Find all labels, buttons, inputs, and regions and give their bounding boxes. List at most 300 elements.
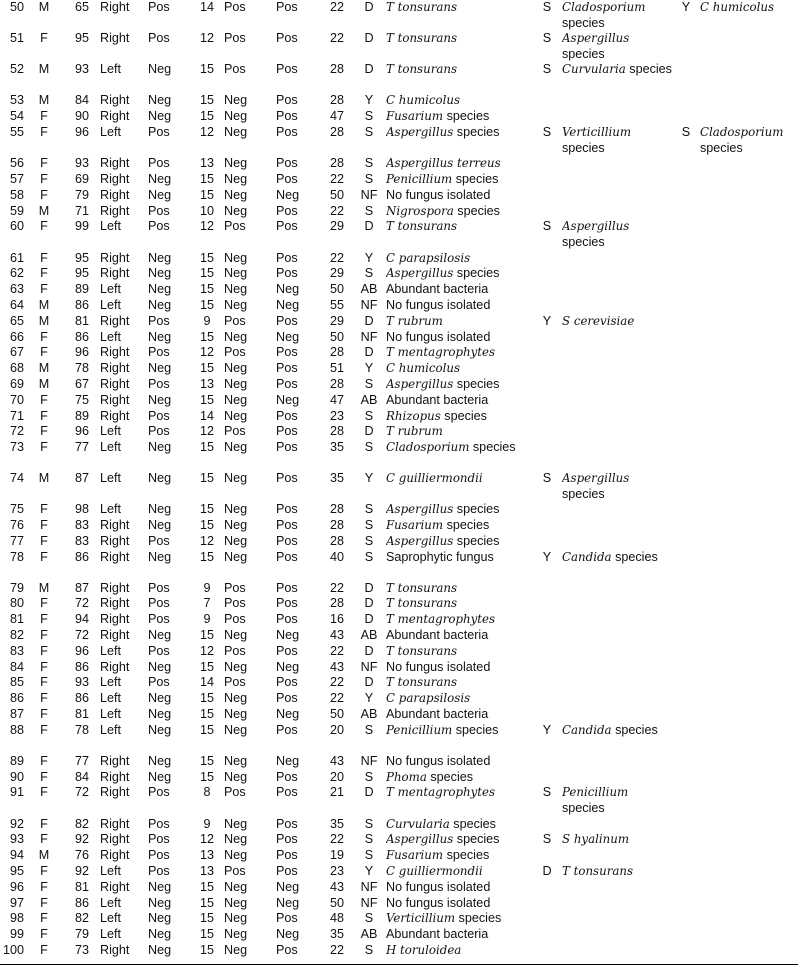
- cell-score: 15: [199, 911, 214, 926]
- cell-stain-result: Pos: [276, 440, 298, 455]
- cell-group-2: S: [542, 785, 552, 800]
- table-row: [0, 266, 798, 282]
- cell-sex: F: [40, 440, 48, 455]
- cell-organism-1: [386, 62, 532, 93]
- cell-group-2: [532, 377, 562, 393]
- cell-organism-2: [562, 770, 672, 786]
- cell-side: Right: [100, 361, 130, 376]
- cell-stain-result: Pos: [276, 424, 298, 439]
- cell-group-3: [672, 188, 700, 204]
- cell-value: 22: [329, 643, 344, 658]
- cell-side: Right: [100, 832, 130, 847]
- cell-organism-2: [562, 345, 672, 361]
- cell-age: 72: [74, 785, 89, 800]
- cell-sex: F: [40, 628, 48, 643]
- cell-side: Left: [100, 643, 122, 658]
- cell-organism-2: [562, 424, 672, 440]
- cell-culture-result: Neg: [224, 659, 248, 674]
- cell-culture-result: Pos: [224, 219, 246, 234]
- cell-score: 15: [199, 361, 214, 376]
- cell-side: Left: [100, 282, 122, 297]
- cell-stain-result: Pos: [276, 408, 298, 423]
- cell-sex: M: [38, 203, 50, 218]
- cell-group-3: [672, 93, 700, 109]
- cell-sex: F: [40, 549, 48, 564]
- cell-group-3: [672, 707, 700, 723]
- cell-side: Right: [100, 659, 130, 674]
- cell-side: Left: [100, 502, 122, 517]
- cell-organism-1: [386, 156, 532, 172]
- cell-organism-2: [562, 409, 672, 425]
- cell-koh-result: Pos: [148, 203, 170, 218]
- cell-group-3: [672, 62, 700, 93]
- cell-koh-result: Neg: [148, 109, 172, 124]
- organism-text: species: [700, 140, 743, 155]
- cell-case-number: 72: [9, 424, 24, 439]
- organism-name: C guilliermondii: [386, 471, 483, 486]
- cell-group-2: [532, 282, 562, 298]
- cell-score: 9: [203, 612, 211, 627]
- cell-stain-result: Pos: [276, 156, 298, 171]
- organism-text: species: [443, 518, 490, 533]
- table-row: [0, 204, 798, 220]
- cell-case-number: 91: [9, 785, 24, 800]
- cell-sex: F: [40, 124, 48, 139]
- cell-side: Right: [100, 753, 130, 768]
- cell-age: 92: [74, 864, 89, 879]
- cell-side: Right: [100, 785, 130, 800]
- table-row: [0, 156, 798, 172]
- cell-organism-3: [700, 393, 798, 409]
- cell-culture-result: Neg: [224, 187, 248, 202]
- cell-score: 15: [199, 927, 214, 942]
- cell-organism-2: [562, 660, 672, 676]
- cell-case-number: 81: [9, 612, 24, 627]
- cell-score: 15: [199, 392, 214, 407]
- cell-organism-3: [700, 330, 798, 346]
- cell-group-2: [532, 409, 562, 425]
- cell-age: 84: [74, 769, 89, 784]
- cell-group-1: D: [364, 219, 374, 234]
- cell-group-3: [672, 550, 700, 581]
- cell-group-1: NF: [360, 187, 378, 202]
- cell-score: 12: [199, 31, 214, 46]
- table-row: [0, 848, 798, 864]
- cell-sex: M: [38, 297, 50, 312]
- cell-organism-1: [386, 675, 532, 691]
- cell-group-2: [532, 534, 562, 550]
- cell-case-number: 84: [9, 659, 24, 674]
- cell-koh-result: Pos: [148, 408, 170, 423]
- cell-stain-result: Neg: [276, 895, 300, 910]
- table-row: [0, 188, 798, 204]
- cell-age: 82: [74, 911, 89, 926]
- cell-group-1: S: [364, 722, 374, 737]
- cell-sex: F: [40, 502, 48, 517]
- organism-text: No fungus isolated: [386, 753, 491, 768]
- cell-age: 86: [74, 297, 89, 312]
- organism-text: species: [611, 722, 658, 737]
- cell-culture-result: Neg: [224, 266, 248, 281]
- cell-organism-1: [386, 440, 532, 471]
- cell-value: 22: [329, 31, 344, 46]
- cell-stain-result: Pos: [276, 943, 298, 957]
- cell-side: Right: [100, 250, 130, 265]
- cell-group-3: [672, 393, 700, 409]
- cell-stain-result: Neg: [276, 927, 300, 942]
- cell-value: 43: [329, 753, 344, 768]
- cell-culture-result: Neg: [224, 471, 248, 486]
- cell-koh-result: Neg: [148, 171, 172, 186]
- cell-sex: F: [40, 895, 48, 910]
- cell-organism-1: [386, 219, 532, 250]
- organism-name: Penicillium: [386, 171, 453, 186]
- table-row: [0, 644, 798, 660]
- organism-text: No fungus isolated: [386, 329, 491, 344]
- cell-organism-1: [386, 282, 532, 298]
- cell-group-2: [532, 612, 562, 628]
- cell-organism-2: [562, 330, 672, 346]
- cell-koh-result: Neg: [148, 927, 172, 942]
- cell-sex: M: [38, 0, 50, 14]
- cell-stain-result: Neg: [276, 753, 300, 768]
- organism-text: Abundant bacteria: [386, 707, 489, 722]
- cell-score: 9: [203, 313, 211, 328]
- organism-name: H toruloidea: [386, 943, 462, 957]
- cell-age: 93: [74, 156, 89, 171]
- cell-organism-3: [700, 628, 798, 644]
- cell-case-number: 98: [9, 911, 24, 926]
- cell-stain-result: Pos: [276, 832, 298, 847]
- cell-group-3: [672, 691, 700, 707]
- cell-score: 15: [199, 297, 214, 312]
- cell-organism-2: [562, 377, 672, 393]
- cell-koh-result: Neg: [148, 471, 172, 486]
- cell-side: Left: [100, 722, 122, 737]
- cell-organism-1: [386, 723, 532, 754]
- cell-group-1: NF: [360, 659, 378, 674]
- cell-age: 77: [74, 440, 89, 455]
- cell-age: 86: [74, 549, 89, 564]
- cell-group-1: NF: [360, 895, 378, 910]
- cell-koh-result: Neg: [148, 628, 172, 643]
- cell-case-number: 83: [9, 643, 24, 658]
- cell-value: 43: [329, 659, 344, 674]
- cell-organism-2: [562, 864, 672, 880]
- cell-case-number: 59: [9, 203, 24, 218]
- cell-koh-result: Neg: [148, 329, 172, 344]
- cell-organism-1: [386, 864, 532, 880]
- cell-organism-1: [386, 550, 532, 581]
- cell-stain-result: Pos: [276, 62, 298, 77]
- cell-value: 35: [329, 816, 344, 831]
- cell-case-number: 61: [9, 250, 24, 265]
- cell-koh-result: Neg: [148, 187, 172, 202]
- cell-koh-result: Pos: [148, 376, 170, 391]
- cell-koh-result: Pos: [148, 675, 170, 690]
- organism-name: T tonsurans: [562, 864, 634, 879]
- organism-name: Nigrospora: [386, 203, 454, 218]
- organism-name: S cerevisiae: [562, 313, 635, 328]
- cell-culture-result: Pos: [224, 424, 246, 439]
- cell-score: 15: [199, 895, 214, 910]
- organism-name: Curvularia: [562, 62, 626, 77]
- cell-side: Left: [100, 424, 122, 439]
- cell-organism-1: [386, 596, 532, 612]
- cell-age: 86: [74, 329, 89, 344]
- cell-sex: F: [40, 424, 48, 439]
- table-row: [0, 0, 798, 31]
- cell-culture-result: Neg: [224, 707, 248, 722]
- cell-group-1: S: [364, 549, 374, 564]
- table-row: [0, 660, 798, 676]
- cell-organism-2: [562, 440, 672, 471]
- cell-culture-result: Neg: [224, 93, 248, 108]
- organism-name: T tonsurans: [386, 643, 458, 658]
- cell-score: 15: [199, 471, 214, 486]
- cell-sex: F: [40, 722, 48, 737]
- cell-group-1: D: [364, 580, 374, 595]
- table-row: [0, 31, 798, 62]
- cell-culture-result: Pos: [224, 643, 246, 658]
- cell-organism-2: [562, 251, 672, 267]
- cell-koh-result: Pos: [148, 31, 170, 46]
- table-row: [0, 581, 798, 597]
- cell-sex: F: [40, 643, 48, 658]
- cell-sex: F: [40, 769, 48, 784]
- cell-organism-3: [700, 754, 798, 770]
- cell-side: Right: [100, 266, 130, 281]
- cell-koh-result: Neg: [148, 361, 172, 376]
- cell-side: Left: [100, 927, 122, 942]
- cell-stain-result: Pos: [276, 124, 298, 139]
- cell-age: 96: [74, 424, 89, 439]
- cell-group-2: [532, 518, 562, 534]
- cell-organism-3: [700, 204, 798, 220]
- table-row: [0, 93, 798, 109]
- cell-culture-result: Neg: [224, 691, 248, 706]
- cell-group-1: D: [364, 596, 374, 611]
- organism-name: T mentagrophytes: [386, 785, 496, 800]
- cell-value: 28: [329, 424, 344, 439]
- cell-age: 77: [74, 753, 89, 768]
- organism-text: species: [625, 62, 672, 77]
- cell-age: 93: [74, 675, 89, 690]
- cell-group-3: [672, 518, 700, 534]
- cell-age: 90: [74, 109, 89, 124]
- cell-score: 12: [199, 424, 214, 439]
- cell-value: 22: [329, 171, 344, 186]
- organism-name: Fusarium: [386, 109, 444, 124]
- cell-organism-1: [386, 518, 532, 534]
- cell-group-2: D: [542, 864, 552, 879]
- cell-stain-result: Neg: [276, 628, 300, 643]
- cell-case-number: 66: [9, 329, 24, 344]
- cell-organism-2: [562, 93, 672, 109]
- organism-text: No fungus isolated: [386, 659, 491, 674]
- cell-score: 15: [199, 518, 214, 533]
- cell-side: Left: [100, 895, 122, 910]
- cell-age: 95: [74, 31, 89, 46]
- cell-score: 15: [199, 502, 214, 517]
- cell-value: 23: [329, 408, 344, 423]
- cell-culture-result: Neg: [224, 502, 248, 517]
- cell-group-2: [532, 848, 562, 864]
- cell-koh-result: Neg: [148, 549, 172, 564]
- cell-stain-result: Neg: [276, 187, 300, 202]
- cell-value: 50: [329, 282, 344, 297]
- cell-organism-2: [562, 125, 672, 156]
- cell-organism-2: [562, 314, 672, 330]
- cell-organism-2: [562, 848, 672, 864]
- cell-organism-1: [386, 109, 532, 125]
- cell-age: 73: [74, 943, 89, 957]
- cell-organism-2: [562, 581, 672, 597]
- cell-score: 13: [199, 156, 214, 171]
- cell-stain-result: Pos: [276, 785, 298, 800]
- cell-group-1: S: [364, 911, 374, 926]
- cell-score: 12: [199, 533, 214, 548]
- cell-stain-result: Pos: [276, 376, 298, 391]
- cell-organism-1: [386, 409, 532, 425]
- cell-group-3: [672, 723, 700, 754]
- cell-group-1: S: [364, 848, 374, 863]
- cell-organism-1: [386, 628, 532, 644]
- cell-sex: F: [40, 753, 48, 768]
- table-row: [0, 817, 798, 833]
- cell-value: 47: [329, 109, 344, 124]
- cell-organism-1: [386, 424, 532, 440]
- table-row: [0, 691, 798, 707]
- cell-group-3: [672, 848, 700, 864]
- cell-side: Right: [100, 109, 130, 124]
- cell-organism-3: [700, 502, 798, 518]
- table-row: [0, 298, 798, 314]
- organism-name: T tonsurans: [386, 675, 458, 690]
- cell-sex: F: [40, 219, 48, 234]
- cell-koh-result: Neg: [148, 911, 172, 926]
- cell-value: 47: [329, 392, 344, 407]
- cell-stain-result: Pos: [276, 171, 298, 186]
- cell-organism-2: [562, 471, 672, 502]
- cell-group-1: S: [364, 518, 374, 533]
- cell-sex: F: [40, 250, 48, 265]
- cell-organism-2: [562, 266, 672, 282]
- cell-stain-result: Neg: [276, 297, 300, 312]
- cell-case-number: 60: [9, 219, 24, 234]
- cell-group-2: [532, 109, 562, 125]
- cell-group-3: [672, 911, 700, 927]
- cell-case-number: 74: [9, 471, 24, 486]
- cell-group-3: [672, 880, 700, 896]
- cell-culture-result: Neg: [224, 392, 248, 407]
- cell-case-number: 70: [9, 392, 24, 407]
- cell-koh-result: Pos: [148, 219, 170, 234]
- cell-group-1: Y: [364, 93, 374, 108]
- table-row: [0, 518, 798, 534]
- cell-culture-result: Neg: [224, 329, 248, 344]
- cell-culture-result: Neg: [224, 816, 248, 831]
- cell-organism-2: [562, 644, 672, 660]
- organism-name: Verticillium: [562, 124, 632, 139]
- cell-side: Left: [100, 707, 122, 722]
- cell-group-3: [672, 471, 700, 502]
- cell-case-number: 88: [9, 722, 24, 737]
- cell-group-1: S: [364, 440, 374, 455]
- cell-organism-1: [386, 660, 532, 676]
- cell-score: 15: [199, 628, 214, 643]
- cell-value: 51: [329, 361, 344, 376]
- cell-organism-2: [562, 596, 672, 612]
- cell-value: 22: [329, 0, 344, 14]
- organism-text: Abundant bacteria: [386, 927, 489, 942]
- cell-group-2: [532, 675, 562, 691]
- cell-organism-3: [700, 156, 798, 172]
- cell-age: 99: [74, 219, 89, 234]
- cell-score: 8: [203, 785, 211, 800]
- cell-culture-result: Pos: [224, 785, 246, 800]
- cell-organism-1: [386, 361, 532, 377]
- cell-organism-3: [700, 377, 798, 393]
- cell-score: 12: [199, 345, 214, 360]
- cell-group-3: [672, 282, 700, 298]
- cell-value: 28: [329, 156, 344, 171]
- cell-score: 7: [203, 596, 211, 611]
- cell-group-2: [532, 204, 562, 220]
- organism-name: Aspergillus terreus: [386, 156, 501, 171]
- cell-group-3: [672, 109, 700, 125]
- cell-side: Left: [100, 691, 122, 706]
- cell-group-1: D: [364, 62, 374, 77]
- cell-group-2: [532, 266, 562, 282]
- organism-name: C humicolus: [700, 0, 775, 14]
- cell-group-3: [672, 266, 700, 282]
- cell-culture-result: Pos: [224, 864, 246, 879]
- cell-age: 87: [74, 471, 89, 486]
- cell-sex: F: [40, 864, 48, 879]
- cell-organism-3: [700, 911, 798, 927]
- cell-side: Left: [100, 297, 122, 312]
- organism-name: Fusarium: [386, 518, 444, 533]
- cell-organism-1: [386, 188, 532, 204]
- cell-organism-3: [700, 172, 798, 188]
- cell-organism-3: [700, 93, 798, 109]
- table-row: [0, 424, 798, 440]
- organism-text: Abundant bacteria: [386, 392, 489, 407]
- cell-stain-result: Pos: [276, 266, 298, 281]
- table-row: [0, 502, 798, 518]
- cell-organism-1: [386, 251, 532, 267]
- cell-group-3: [672, 314, 700, 330]
- cell-side: Right: [100, 408, 130, 423]
- cell-koh-result: Pos: [148, 124, 170, 139]
- cell-organism-2: [562, 393, 672, 409]
- cell-koh-result: Pos: [148, 345, 170, 360]
- cell-sex: F: [40, 109, 48, 124]
- cell-group-2: [532, 911, 562, 927]
- cell-culture-result: Neg: [224, 628, 248, 643]
- cell-age: 78: [74, 361, 89, 376]
- cell-culture-result: Neg: [224, 361, 248, 376]
- organism-name: C humicolus: [386, 93, 461, 108]
- cell-organism-3: [700, 440, 798, 471]
- cell-culture-result: Neg: [224, 408, 248, 423]
- cell-age: 83: [74, 533, 89, 548]
- cell-culture-result: Pos: [224, 0, 246, 14]
- cell-group-3: [672, 156, 700, 172]
- cell-age: 81: [74, 707, 89, 722]
- cell-group-2: [532, 896, 562, 912]
